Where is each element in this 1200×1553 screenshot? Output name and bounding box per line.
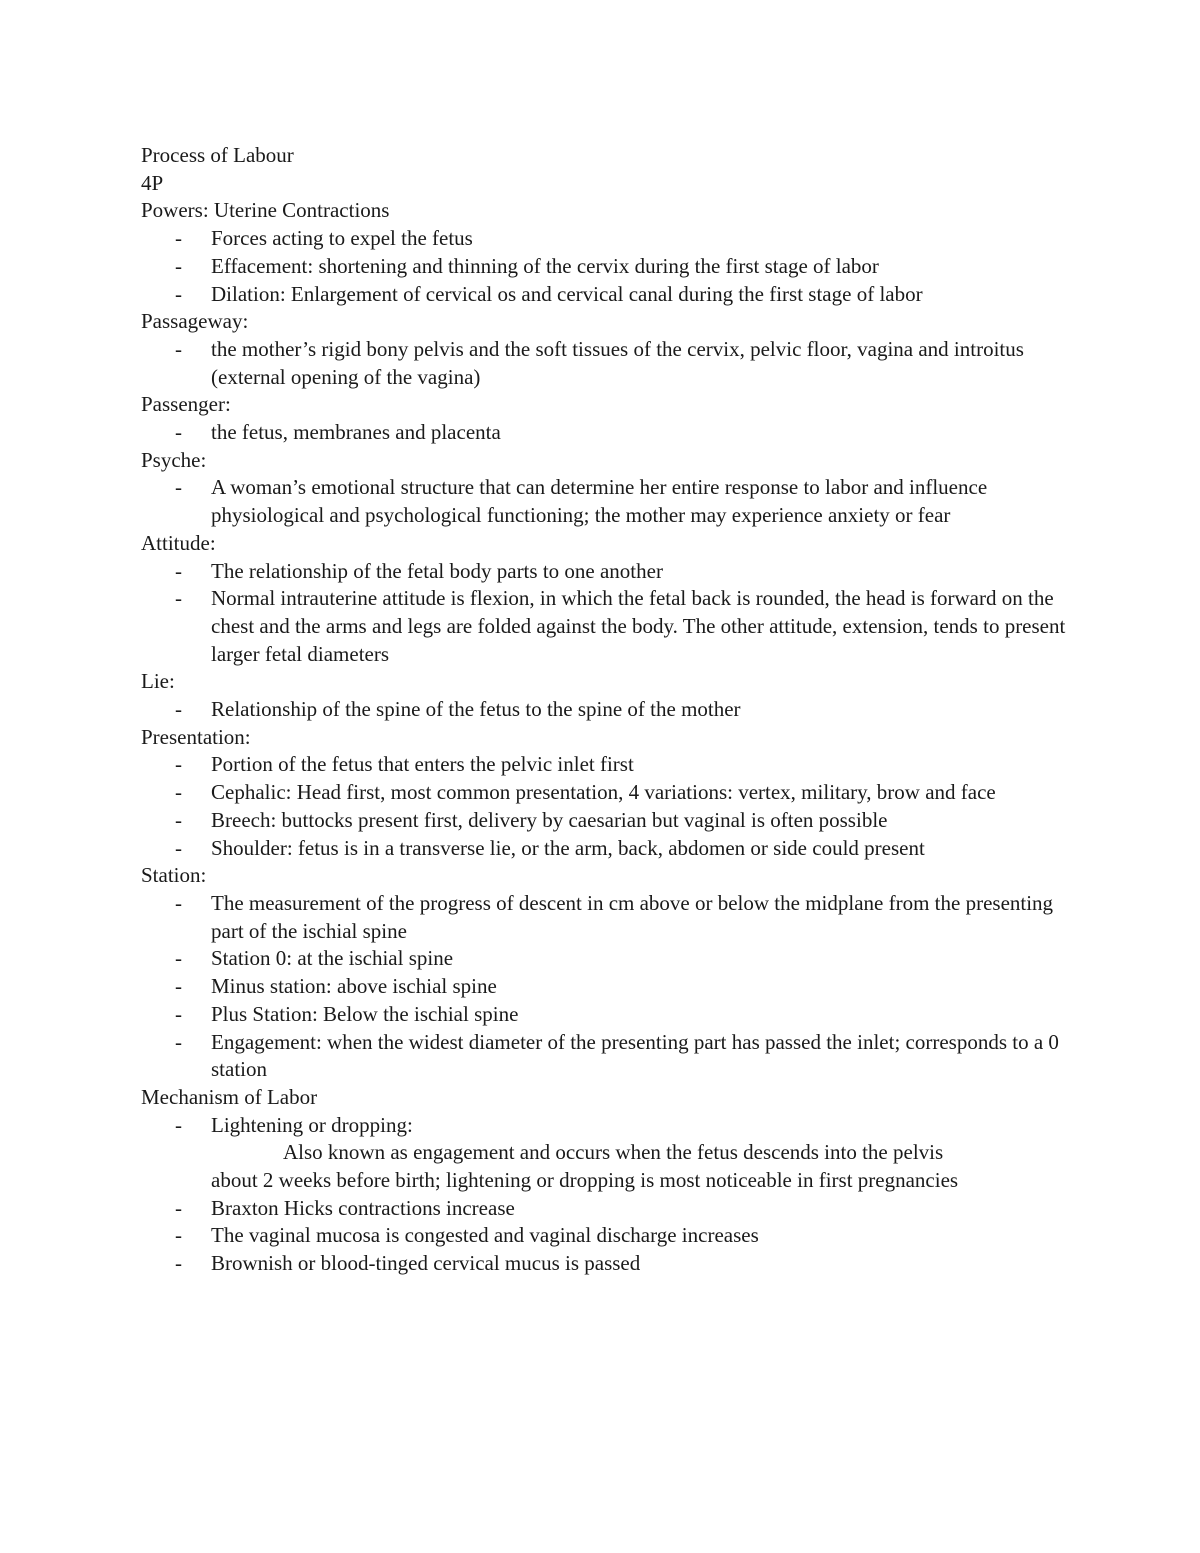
document-subtitle: 4P [141,170,164,195]
list-item-text: Minus station: above ischial spine [211,974,497,999]
list-item [141,1001,1081,1029]
list-item-text: The measurement of the progress of descent in cm above or below the midplane from the presenting part of the ischial spine [211,890,1054,943]
bullet-list [141,336,1081,391]
bullet-dash: - [175,1001,182,1026]
list-item-text: Plus Station: Below the ischial spine [211,1001,519,1026]
bullet-list [141,558,1081,669]
list-item-text: Forces acting to expel the fetus [211,226,473,251]
list-item-text: Effacement: shortening and thinning of the cervix during the first stage of labor [211,253,879,278]
list-item-text: Station 0: at the ischial spine [211,946,454,971]
list-item [141,1112,1081,1195]
bullet-dash: - [175,752,182,777]
section-heading: Passenger: [141,392,231,417]
bullet-list [141,225,1081,308]
list-item [141,1195,1081,1223]
bullet-dash: - [175,558,182,583]
list-item [141,474,1081,529]
list-item [141,225,1081,253]
list-item [141,973,1081,1001]
section [141,668,1081,723]
bullet-dash: - [175,780,182,805]
bullet-dash: - [175,1195,182,1220]
list-item [141,835,1081,863]
bullet-dash: - [175,1223,182,1248]
list-item-text: The vaginal mucosa is congested and vaginal discharge increases [211,1223,759,1248]
section [141,724,1081,863]
section [141,862,1081,1084]
section-heading: Passageway: [141,309,249,334]
document-title: Process of Labour [141,143,294,167]
list-item-text: Dilation: Enlargement of cervical os and cervical canal during the first stage of labor [211,281,923,306]
bullet-list [141,696,1081,724]
sections [141,197,1081,1084]
list-item [141,253,1081,281]
list-item-text: the fetus, membranes and placenta [211,420,501,445]
bullet-dash: - [175,697,182,722]
list-item [141,945,1081,973]
list-item-text: Breech: buttocks present first, delivery by caesarian but vaginal is often possible [211,807,888,832]
bullet-list [141,419,1081,447]
list-item-text: A woman’s emotional structure that can determine her entire response to labor and influence physiological and psychological functioning; the mother may experience anxiety or fear [211,475,988,528]
bullet-dash: - [175,890,182,915]
bullet-list [141,1112,1081,1278]
bullet-dash: - [175,420,182,445]
list-item [141,1250,1081,1278]
list-item-text: Normal intrauterine attitude is flexion, in which the fetal back is rounded, the head is forward on the chest and the arms and legs are folded against the body. The other attitude, extension, tends to present larger fetal diameters [211,586,1066,666]
list-item-text: The relationship of the fetal body parts to one another [211,558,663,583]
section [141,447,1081,530]
bullet-dash: - [175,1251,182,1276]
list-item [141,281,1081,309]
list-item-text: Cephalic: Head first, most common presentation, 4 variations: vertex, military, brow and face [211,780,996,805]
bullet-list [141,890,1081,1084]
list-item-detail-rest: about 2 weeks before birth; lightening or dropping is most noticeable in first pregnancies [211,1168,959,1193]
list-item [141,419,1081,447]
bullet-dash: - [175,1112,182,1137]
list-item-text: Engagement: when the widest diameter of the presenting part has passed the inlet; corresponds to a 0 station [211,1029,1059,1082]
section-heading: Psyche: [141,447,207,472]
bullet-list [141,751,1081,862]
bullet-dash: - [175,1029,182,1054]
section-heading: Mechanism of Labor [141,1084,318,1109]
list-item [141,751,1081,779]
bullet-dash: - [175,253,182,278]
list-item-text: Brownish or blood-tinged cervical mucus is passed [211,1251,641,1276]
list-item [141,807,1081,835]
bullet-list [141,474,1081,529]
section-heading: Presentation: [141,724,251,749]
list-item [141,1222,1081,1250]
bullet-dash: - [175,586,182,611]
list-item-detail-first-line: Also known as engagement and occurs when the fetus descends into the pelvis [283,1140,944,1165]
section [141,197,1081,308]
bullet-dash: - [175,336,182,361]
list-item [141,696,1081,724]
bullet-dash: - [175,281,182,306]
section-heading: Powers: Uterine Contractions [141,198,390,223]
list-item-text: Relationship of the spine of the fetus to the spine of the mother [211,697,741,722]
list-item [141,779,1081,807]
section [141,530,1081,669]
bullet-dash: - [175,475,182,500]
section [141,308,1081,391]
document-body [141,142,1081,1278]
list-item-label: Lightening or dropping: [211,1112,413,1137]
section-mechanism [141,1084,1081,1278]
list-item [141,585,1081,668]
list-item-text: Portion of the fetus that enters the pelvic inlet first [211,752,634,777]
list-item [141,558,1081,586]
bullet-dash: - [175,974,182,999]
list-item [141,336,1081,391]
list-item-text: Braxton Hicks contractions increase [211,1195,515,1220]
bullet-dash: - [175,807,182,832]
bullet-dash: - [175,946,182,971]
list-item-text: Shoulder: fetus is in a transverse lie, or the arm, back, abdomen or side could present [211,835,925,860]
section-heading: Lie: [141,669,175,694]
section-heading: Attitude: [141,530,216,555]
list-item [141,890,1081,945]
list-item [141,1029,1081,1084]
bullet-dash: - [175,226,182,251]
section [141,391,1081,446]
list-item-text: the mother’s rigid bony pelvis and the soft tissues of the cervix, pelvic floor, vagina and introitus (external opening of the vagina) [211,336,1024,389]
section-heading: Station: [141,863,207,888]
bullet-dash: - [175,835,182,860]
